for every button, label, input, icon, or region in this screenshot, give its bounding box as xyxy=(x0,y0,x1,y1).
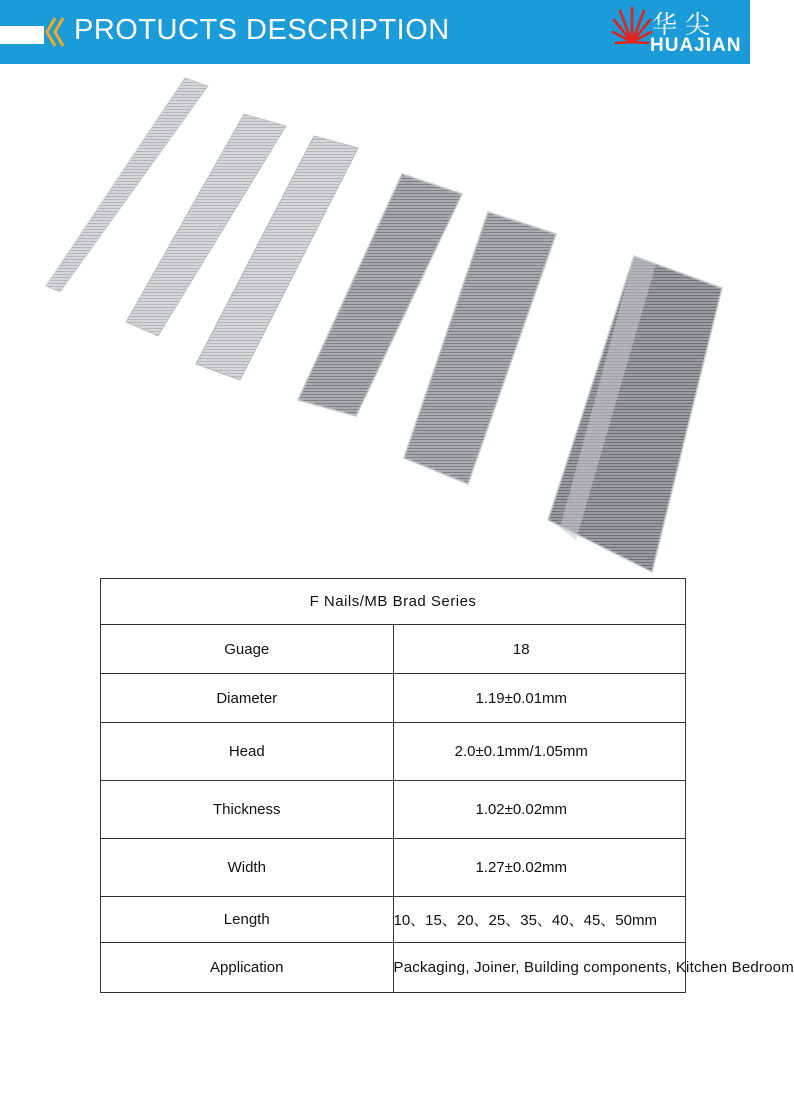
table-row xyxy=(101,723,686,781)
brand-logo xyxy=(612,2,746,62)
table-row xyxy=(101,579,686,625)
logo-chinese-text: 华尖 xyxy=(652,10,719,39)
logo-english-text: HUAJIAN xyxy=(650,35,742,56)
spec-value: 2.0±0.1mm/1.05mm xyxy=(393,723,686,781)
spec-value: 10、15、20、25、35、40、45、50mm xyxy=(393,897,686,943)
spec-label: Width xyxy=(101,839,394,897)
table-row xyxy=(101,625,686,674)
spec-label: Guage xyxy=(101,625,394,674)
spec-label: Length xyxy=(101,897,394,943)
double-chevron-left-icon xyxy=(44,14,66,50)
spec-value: 1.19±0.01mm xyxy=(393,674,686,723)
table-row xyxy=(101,839,686,897)
spec-label: Thickness xyxy=(101,781,394,839)
header-accent-strip xyxy=(0,26,44,44)
table-row xyxy=(101,943,686,993)
brad-nail-strips-image xyxy=(0,64,750,574)
table-row xyxy=(101,897,686,943)
spec-value: 1.02±0.02mm xyxy=(393,781,686,839)
nail-strip xyxy=(548,256,722,572)
table-row xyxy=(101,781,686,839)
spec-label: Application xyxy=(101,943,394,993)
spec-table xyxy=(100,578,794,993)
spec-label: Head xyxy=(101,723,394,781)
header-banner xyxy=(0,0,750,64)
spec-value: Packaging, Joiner, Building components, Kitchen Bedroom xyxy=(393,943,686,993)
sunburst-logo-icon xyxy=(612,2,652,60)
spec-value: 18 xyxy=(393,625,686,674)
spec-table-title: F Nails/MB Brad Series xyxy=(101,579,686,625)
table-row xyxy=(101,674,686,723)
page-title: PROTUCTS DESCRIPTION xyxy=(74,14,450,46)
spec-label: Diameter xyxy=(101,674,394,723)
spec-value: 1.27±0.02mm xyxy=(393,839,686,897)
